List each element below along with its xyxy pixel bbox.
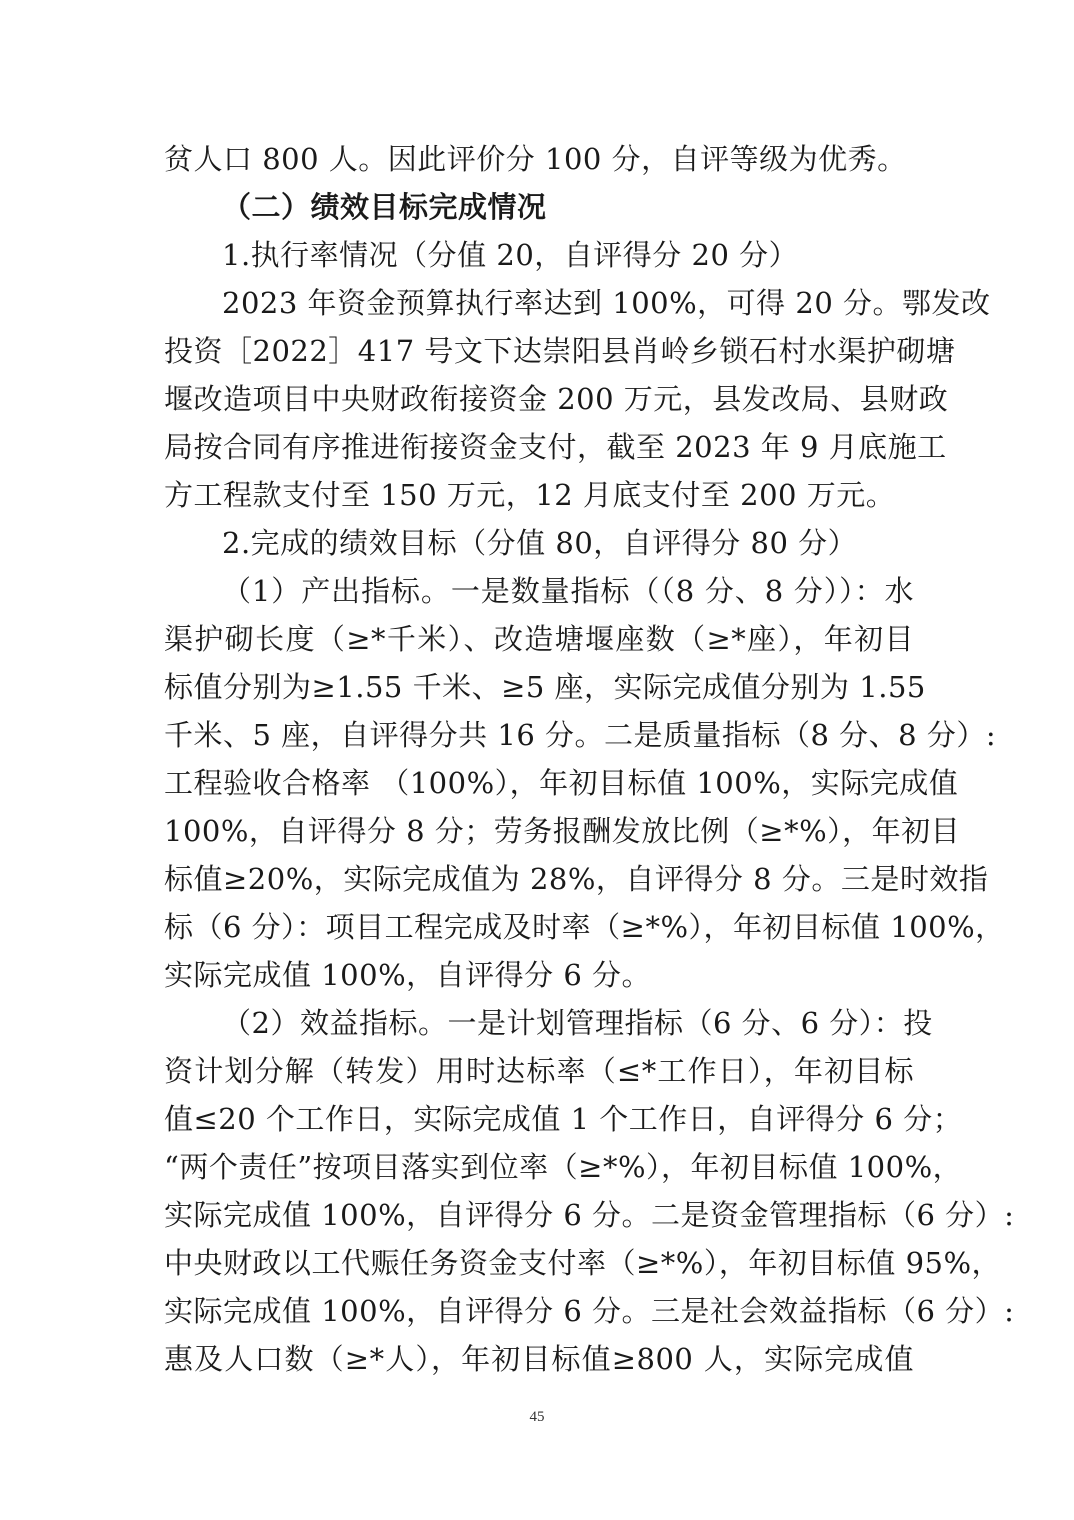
body-text-line: 实际完成值 100%，自评得分 6 分。二是资金管理指标（6 分）: <box>164 1198 1015 1232</box>
body-text-line: （1）产出指标。一是数量指标（（8 分、8 分））：水 <box>222 574 914 608</box>
section-heading: （二）绩效目标完成情况 <box>222 190 547 224</box>
body-text-line: 实际完成值 100%，自评得分 6 分。三是社会效益指标（6 分）: <box>164 1294 1015 1328</box>
body-text-line: 标值分别为≥1.55 千米、≥5 座，实际完成值分别为 1.55 <box>164 670 926 704</box>
body-text-line: 千米、5 座，自评得分共 16 分。二是质量指标（8 分、8 分）: <box>164 718 997 752</box>
body-text-line: 资计划分解（转发）用时达标率（≤*工作日），年初目标 <box>164 1054 914 1088</box>
body-text-line: 标（6 分）：项目工程完成及时率（≥*%），年初目标值 100%， <box>164 910 1005 944</box>
body-text-line: 值≤20 个工作日，实际完成值 1 个工作日，自评得分 6 分； <box>164 1102 963 1136</box>
body-text-line: 实际完成值 100%，自评得分 6 分。 <box>164 958 652 992</box>
body-text-line: 渠护砌长度（≥*千米）、改造塘堰座数（≥*座），年初目 <box>164 622 914 656</box>
body-text-line: 工程验收合格率 （100%），年初目标值 100%，实际完成值 <box>164 766 959 800</box>
body-text-line: 方工程款支付至 150 万元，12 月底支付至 200 万元。 <box>164 478 896 512</box>
body-text-line: 投资［2022］417 号文下达崇阳县肖岭乡锁石村水渠护砌塘 <box>164 334 956 368</box>
body-text-line: （2）效益指标。一是计划管理指标（6 分、6 分）：投 <box>222 1006 933 1040</box>
body-text-line: 贫人口 800 人。因此评价分 100 分，自评等级为优秀。 <box>164 142 907 176</box>
body-text-line: 惠及人口数（≥*人），年初目标值≥800 人，实际完成值 <box>164 1342 914 1376</box>
body-text-line: 局按合同有序推进衔接资金支付，截至 2023 年 9 月底施工 <box>164 430 947 464</box>
body-text-line: “两个责任”按项目落实到位率（≥*%），年初目标值 100%， <box>164 1150 963 1184</box>
subsection-heading: 1.执行率情况（分值 20，自评得分 20 分） <box>222 238 799 272</box>
body-text-line: 100%，自评得分 8 分；劳务报酬发放比例（≥*%），年初目 <box>164 814 961 848</box>
page-number: 45 <box>529 1409 545 1425</box>
body-text-line: 堰改造项目中央财政衔接资金 200 万元，县发改局、县财政 <box>164 382 949 416</box>
body-text-line: 2023 年资金预算执行率达到 100%，可得 20 分。鄂发改 <box>222 286 991 320</box>
subsection-heading: 2.完成的绩效目标（分值 80，自评得分 80 分） <box>222 526 858 560</box>
body-text-line: 标值≥20%，实际完成值为 28%，自评得分 8 分。三是时效指 <box>164 862 989 896</box>
body-text-line: 中央财政以工代赈任务资金支付率（≥*%），年初目标值 95%， <box>164 1246 1002 1280</box>
